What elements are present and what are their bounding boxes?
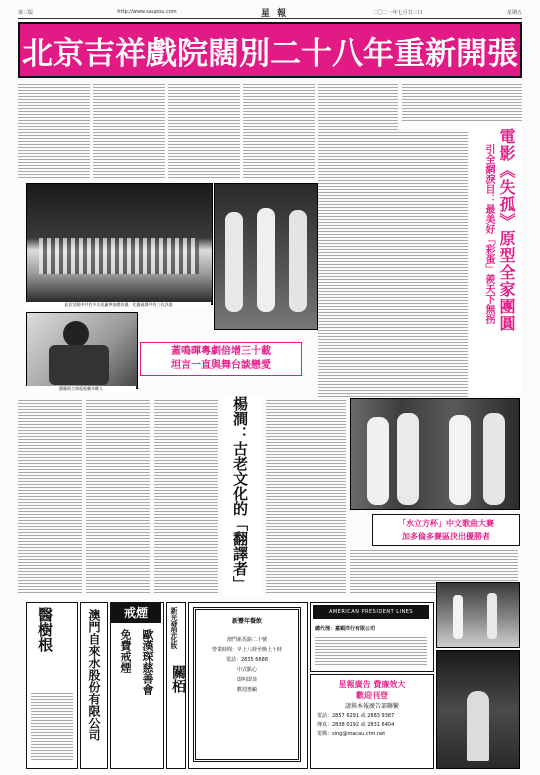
singing-contest-line1: 「水立方杯」中文歌曲大賽 — [398, 518, 494, 528]
ad-restaurant-line: 澳門新馬路二十號 — [226, 637, 267, 643]
pageant-caption: 此次活動中共有多名佳麗參加總決賽，比賽現場共有三位評委 — [26, 302, 211, 308]
article-column-6 — [402, 82, 522, 122]
ad-shipping-text — [315, 635, 427, 667]
singing-contest-line2: 加多倫多賽區決出優勝者 — [402, 531, 490, 541]
article-column-10 — [266, 398, 346, 594]
main-headline-banner — [18, 22, 522, 78]
ad-restaurant-line: 即叫即蒸 — [236, 677, 257, 683]
ad-restaurant-frame — [193, 607, 301, 762]
singing-contest-box — [372, 514, 520, 546]
main-headline: 北京吉祥戲院闊別二十八年重新開張 — [22, 35, 518, 72]
ad-smoking-org: 歐漢琛慈善會 — [141, 629, 154, 695]
site-url[interactable]: http://www.saupou.com — [117, 9, 177, 15]
pageant-stage-photo — [26, 183, 213, 305]
ad-restaurant[interactable] — [188, 602, 308, 769]
ad-shipping-agent: 總代理：嘉順洋行有限公司 — [315, 626, 376, 632]
article-column-8 — [86, 398, 150, 594]
dancer-figure — [453, 595, 463, 639]
ad-restaurant-line: 中式點心 — [236, 667, 257, 673]
swimsuit-group-photo — [350, 398, 520, 510]
ad-promo-email[interactable]: 電郵：sing@macau.ctm.net — [317, 731, 386, 737]
side-article-text — [318, 130, 468, 398]
ad-herbal-text — [31, 691, 73, 761]
ad-water-text: 澳門自來水股份有限公司 — [87, 609, 101, 741]
contestant-figure — [483, 413, 505, 505]
ad-promo-tel: 電話：2857 6291 或 2883 9387 — [317, 713, 395, 719]
sub-headline-box — [140, 342, 302, 376]
ad-water-company[interactable] — [80, 602, 108, 769]
dance-performance-photo — [436, 582, 520, 648]
side-headline-sub: 引全網淚目：最美好「彩蛋」羨天下無拐 — [483, 144, 494, 324]
issue-date: 二〇二一年七月廿三日 — [372, 9, 423, 16]
ad-salon-name: 關栢 — [170, 665, 186, 693]
ad-smoking-title: 戒煙 — [111, 603, 161, 623]
side-headline-box — [470, 128, 522, 396]
ad-promo[interactable] — [310, 674, 434, 769]
ad-restaurant-line: 歡迎惠顧 — [236, 687, 257, 693]
feature-title: 楊澗：古老文化的「翻譯者」 — [231, 396, 249, 591]
ad-promo-line: 請與本報廣告部聯繫 — [344, 703, 399, 710]
sub-headline-line1: 蓋鳴暉粵劇倍增三十載 — [171, 346, 271, 357]
header-rule — [18, 18, 522, 19]
article-column-4 — [243, 82, 315, 178]
contestant-figure — [257, 208, 275, 312]
ad-restaurant-title: 新豐年餐飲 — [231, 618, 262, 625]
feature-title-box — [222, 396, 262, 596]
singer-performance-photo — [436, 650, 520, 769]
masthead: 星 報 — [261, 8, 289, 19]
ad-smoking-sub: 免費戒煙 — [119, 629, 132, 673]
contestant-figure — [225, 212, 243, 312]
ad-promo-title: 星報廣告 費廉效大 — [338, 679, 406, 689]
article-column-7 — [18, 398, 82, 594]
ad-salon-top: 新光發型化妝 — [170, 607, 179, 649]
actor-caption: 劉曉炳主演電視劇年輕人 — [26, 386, 136, 392]
article-column-9 — [154, 398, 218, 594]
ad-herbal[interactable] — [26, 602, 78, 769]
ad-restaurant-line: 電話：2835 6688 — [225, 657, 269, 663]
singer-figure — [467, 691, 489, 761]
contestants-lineup — [39, 238, 199, 274]
side-headline-main: 電影《失孤》原型全家團圓 — [497, 128, 516, 332]
contestant-figure — [367, 417, 389, 505]
actor-photo — [26, 312, 138, 389]
article-column-3 — [168, 82, 240, 178]
contestant-figure — [449, 415, 471, 505]
sub-headline-line2: 坦言一直與舞台談戀愛 — [171, 360, 271, 371]
page-header — [18, 6, 522, 18]
contestant-figure — [289, 210, 307, 312]
actor-body — [49, 345, 109, 385]
dancer-figure — [487, 593, 497, 639]
article-column-1 — [18, 82, 90, 178]
actor-head — [63, 321, 89, 347]
ad-promo-fax: 傳真：2838 0192 或 2831 6404 — [317, 722, 395, 728]
ad-salon[interactable] — [166, 602, 186, 769]
contestants-photo — [214, 183, 318, 330]
contestant-figure — [397, 413, 419, 505]
page-label: 第三版 — [18, 9, 34, 16]
weekday: 星期五 — [506, 9, 522, 16]
ad-restaurant-line: 營業時間：早上八時至晚上十時 — [211, 647, 282, 653]
ad-promo-sub: 歡迎刊登 — [356, 690, 388, 700]
ad-shipping-banner: AMERICAN PRESIDENT LINES — [313, 605, 429, 619]
article-column-2 — [93, 82, 165, 178]
ad-shipping[interactable] — [310, 602, 434, 672]
ad-herbal-logo: 醫樹根 — [36, 607, 54, 652]
ad-quit-smoking[interactable] — [110, 602, 164, 769]
